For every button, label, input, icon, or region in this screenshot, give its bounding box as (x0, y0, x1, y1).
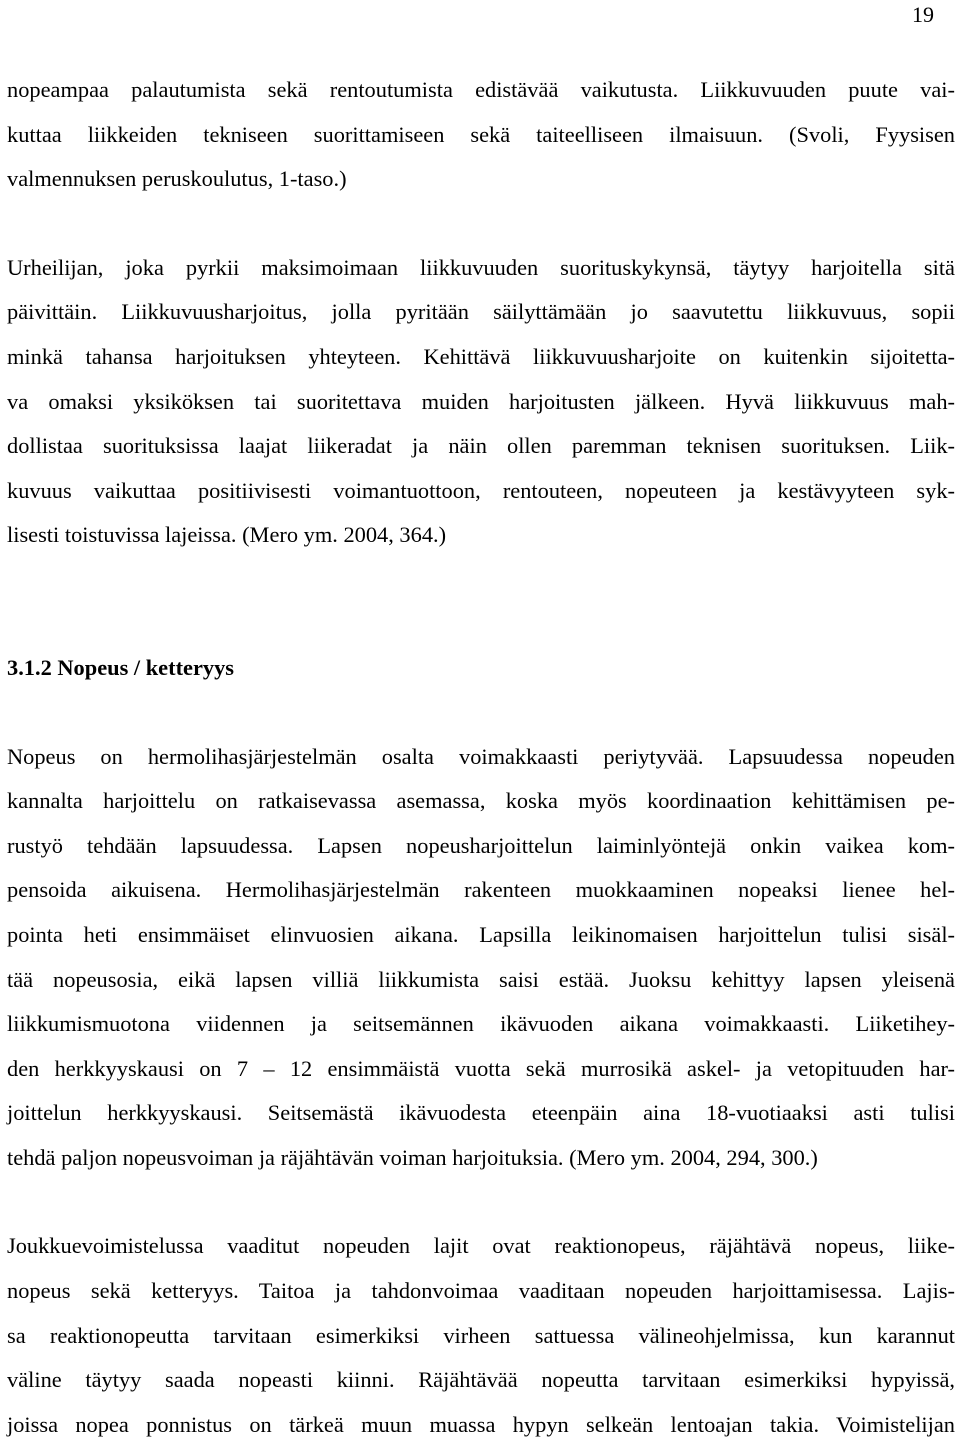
text-line: pensoida aikuisena. Hermolihasjärjestelmän rakenteen muokkaaminen nopeaksi lienee hel- (7, 877, 955, 903)
text-line: kannalta harjoittelu on ratkaisevassa asemassa, koska myös koordinaation kehittämisen pe- (7, 788, 955, 814)
paragraph-gap (7, 202, 955, 246)
section-heading: 3.1.2 Nopeus / ketteryys (7, 654, 235, 680)
text-line: nopeus sekä ketteryys. Taitoa ja tahdonvoimaa vaaditaan nopeuden harjoittamisessa. Lajis- (7, 1278, 955, 1304)
text-line: väline täytyy saada nopeasti kiinni. Räjähtävää nopeutta tarvitaan esimerkiksi hypyissä, (7, 1367, 955, 1393)
document-body (7, 68, 955, 1447)
text-line: nopeampaa palautumista sekä rentoutumista edistävää vaikutusta. Liikkuvuuden puute vai- (7, 77, 955, 102)
paragraph-4 (7, 1224, 955, 1447)
text-line: joissa nopea ponnistus on tärkeä muun muassa hypyn selkeän lentoajan takia. Voimistelijan (7, 1411, 955, 1437)
text-line: tehdä paljon nopeusvoiman ja räjähtävän voiman harjoituksia. (Mero ym. 2004, 294, 300.) (7, 1144, 818, 1170)
text-line: kuttaa liikkeiden tekniseen suorittamiseen sekä taiteelliseen ilmaisuun. (Svoli, Fyysisen (7, 121, 955, 147)
text-line: päivittäin. Liikkuvuusharjoitus, jolla pyritään säilyttämään jo saavutettu liikkuvuus, sopii (7, 299, 955, 325)
paragraph-gap (7, 1180, 955, 1224)
text-line: pointa heti ensimmäiset elinvuosien aikana. Lapsilla leikinomaisen harjoittelun tulisi sisäl- (7, 921, 955, 947)
text-line: Urheilijan, joka pyrkii maksimoimaan liikkuvuuden suorituskykynsä, täytyy harjoitella sitä (7, 254, 955, 280)
text-line: joittelun herkkyyskausi. Seitsemästä ikävuodesta eteenpäin aina 18-vuotiaaksi asti tulisi (7, 1100, 955, 1126)
paragraph-1 (7, 68, 955, 202)
text-line: valmennuksen peruskoulutus, 1-taso.) (7, 166, 347, 192)
section-gap (7, 558, 955, 646)
text-line: lisesti toistuvissa lajeissa. (Mero ym. 2004, 364.) (7, 522, 447, 548)
text-line: den herkkyyskausi on 7 – 12 ensimmäistä vuotta sekä murrosikä askel- ja vetopituuden har- (7, 1055, 955, 1081)
text-line: sa reaktionopeutta tarvitaan esimerkiksi virheen sattuessa välineohjelmissa, kun karannut (7, 1322, 955, 1348)
page-number: 19 (912, 2, 934, 27)
text-line: tää nopeusosia, eikä lapsen villiä liikkumista saisi estää. Juoksu kehittyy lapsen yleisenä (7, 966, 955, 992)
paragraph-gap (7, 691, 955, 735)
text-line: dollistaa suorituksissa laajat liikeradat ja näin ollen paremman teknisen suorituksen. Liik- (7, 433, 955, 459)
text-line: kuvuus vaikuttaa positiivisesti voimantuottoon, rentouteen, nopeuteen ja kestävyyteen syk- (7, 477, 955, 503)
text-line: rustyö tehdään lapsuudessa. Lapsen nopeusharjoittelun laiminlyöntejä onkin vaikea kom- (7, 832, 955, 858)
text-line: liikkumismuotona viidennen ja seitsemännen ikävuoden aikana voimakkaasti. Liiketihey- (7, 1011, 955, 1037)
text-line: minkä tahansa harjoituksen yhteyteen. Kehittävä liikkuvuusharjoite on kuitenkin sijoitetta- (7, 343, 955, 369)
text-line: Joukkuevoimistelussa vaaditut nopeuden lajit ovat reaktionopeus, räjähtävä nopeus, liike- (7, 1233, 955, 1259)
paragraph-3 (7, 735, 955, 1181)
text-line: Nopeus on hermolihasjärjestelmän osalta voimakkaasti periytyvää. Lapsuudessa nopeuden (7, 743, 955, 769)
text-line: va omaksi yksiköksen tai suoritettava muiden harjoitusten jälkeen. Hyvä liikkuvuus mah- (7, 388, 955, 414)
paragraph-2 (7, 246, 955, 558)
